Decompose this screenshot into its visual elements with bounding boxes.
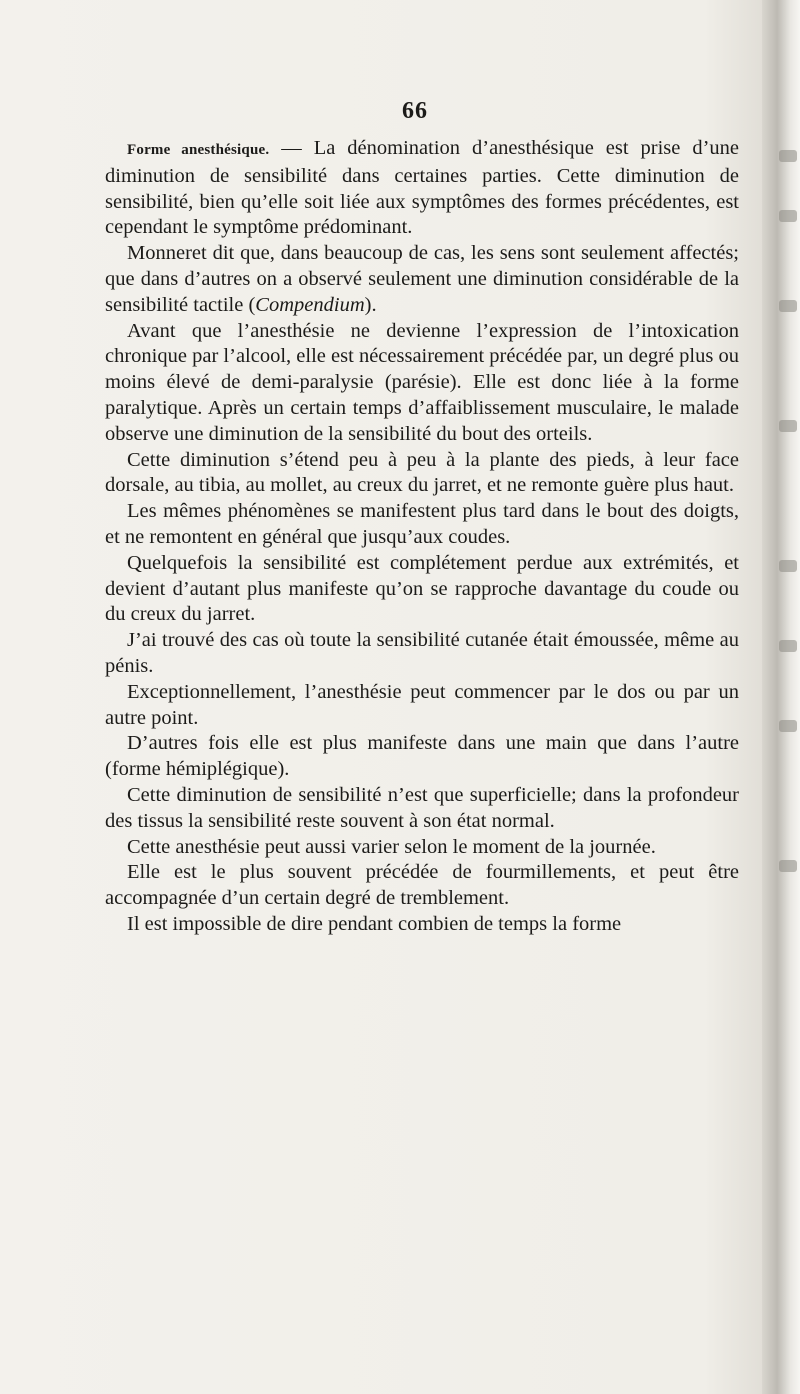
adjacent-page-mark <box>779 640 797 652</box>
paragraph-text: ). <box>364 293 377 316</box>
paragraph: Quelquefois la sensibilité est complétement perdue aux extrémités, et devient d’autant plus manifeste qu’on se rapproche davantage du coude ou du creux du jarret. <box>105 551 739 626</box>
adjacent-page-mark <box>779 720 797 732</box>
adjacent-page-mark <box>779 560 797 572</box>
paragraph: Il est impossible de dire pendant combien de temps la forme <box>127 912 622 935</box>
paragraph <box>105 136 739 241</box>
adjacent-page-mark <box>779 300 797 312</box>
paragraph: Cette diminution de sensibilité n’est que superficielle; dans la profondeur des tissus la sensibilité reste souvent à son état normal. <box>105 783 739 832</box>
paragraph: Cette anesthésie peut aussi varier selon le moment de la journée. <box>127 835 656 858</box>
paragraph: D’autres fois elle est plus manifeste dans une main que dans l’autre (forme hémiplégique). <box>105 732 739 781</box>
adjacent-page-mark <box>779 150 797 162</box>
adjacent-page-mark <box>779 210 797 222</box>
adjacent-page-mark <box>779 860 797 872</box>
paragraph: Cette diminution s’étend peu à peu à la plante des pieds, à leur face dorsale, au tibia, au mollet, au creux du jarret, et ne remonte guère plus haut. <box>105 448 739 497</box>
italic-term: Compendium <box>255 293 365 316</box>
paragraph-text: Monneret dit que, dans beaucoup de cas, les sens sont seulement affectés; que dans d’autres on a observé seulement une diminution considérable de la sensibilité tactile ( <box>105 242 739 316</box>
paragraph: J’ai trouvé des cas où toute la sensibilité cutanée était émoussée, même au pénis. <box>105 629 739 677</box>
paragraph <box>105 241 739 318</box>
paragraph: Avant que l’anesthésie ne devienne l’expression de l’intoxication chronique par l’alcool, elle est nécessairement précédée par, un degré plus ou moins élevé de demi-paralysie (parésie). Elle est donc liée à la forme paralytique. Après un certain temps d’affaiblissement musculaire, le malade observe une diminution de la sensibilité du bout des orteils. <box>105 319 739 445</box>
adjacent-page-mark <box>779 420 797 432</box>
paragraph: Les mêmes phénomènes se manifestent plus tard dans le bout des doigts, et ne remontent en général que jusqu’aux coudes. <box>105 500 739 548</box>
paragraph: Elle est le plus souvent précédée de fourmillements, et peut être accompagnée d’un certain degré de tremblement. <box>105 861 739 910</box>
paragraph: Exceptionnellement, l’anesthésie peut commencer par le dos ou par un autre point. <box>105 680 739 729</box>
body-text <box>105 136 739 938</box>
section-heading: Forme anesthésique. <box>127 142 270 158</box>
page-number: 66 <box>402 98 428 124</box>
paragraph-text: — La dénomination d’anesthésique est prise d’une diminution de sensibilité dans certaines parties. Cette diminution de sensibilité, bien qu’elle soit liée aux symptômes des formes précédentes, est cependant le symptôme prédominant. <box>105 137 740 239</box>
